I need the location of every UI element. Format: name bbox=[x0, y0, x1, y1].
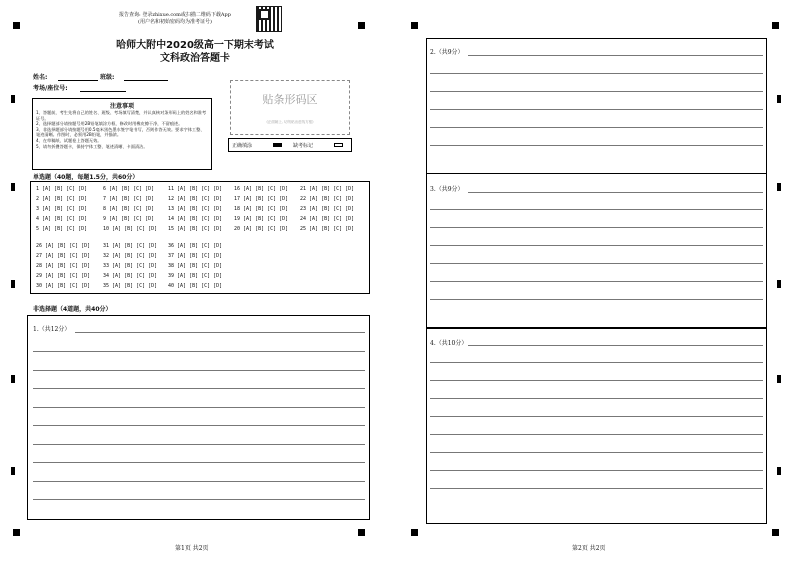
class-field[interactable] bbox=[124, 80, 168, 81]
notes-list bbox=[33, 110, 211, 149]
answer-line[interactable] bbox=[33, 462, 365, 463]
exam-seat-field[interactable] bbox=[80, 91, 126, 92]
mc-question-2[interactable]: 2 [A] [B] [C] [D] bbox=[36, 196, 88, 202]
answer-line[interactable] bbox=[430, 91, 763, 92]
note-item: 1、答题前，考生先将自己的姓名、班级、考场填写清楚，并认真核对条形码上的姓名和准考证号。 bbox=[36, 110, 207, 121]
barcode-note: (正面朝上, 切勿贴出虚线方框) bbox=[266, 120, 314, 124]
timing-mark bbox=[777, 375, 781, 383]
answer-line[interactable] bbox=[430, 109, 763, 110]
corner-mark-tl bbox=[13, 22, 20, 29]
name-label: 姓名: bbox=[33, 74, 48, 81]
answer-line[interactable] bbox=[430, 263, 763, 264]
answer-line[interactable] bbox=[33, 351, 365, 352]
barcode-label: 贴条形码区 bbox=[262, 93, 318, 106]
answer-line[interactable] bbox=[430, 245, 763, 246]
mc-question-20[interactable]: 20 [A] [B] [C] [D] bbox=[234, 226, 289, 232]
answer-line[interactable] bbox=[430, 470, 763, 471]
corner-mark-br-left bbox=[358, 529, 365, 536]
mc-question-3[interactable]: 3 [A] [B] [C] [D] bbox=[36, 206, 88, 212]
mc-question-35[interactable]: 35 [A] [B] [C] [D] bbox=[103, 283, 158, 289]
answer-line[interactable] bbox=[430, 488, 763, 489]
timing-mark bbox=[777, 95, 781, 103]
answer-line[interactable] bbox=[430, 452, 763, 453]
footer-page1: 第1页 共2页 bbox=[175, 545, 209, 552]
report-notice bbox=[100, 12, 250, 26]
corner-mark-bl-right bbox=[411, 529, 418, 536]
page-title bbox=[80, 39, 310, 65]
answer-line[interactable] bbox=[33, 444, 365, 445]
corner-mark-bl bbox=[13, 529, 20, 536]
mc-question-36[interactable]: 36 [A] [B] [C] [D] bbox=[168, 243, 223, 249]
mc-question-8[interactable]: 8 [A] [B] [C] [D] bbox=[103, 206, 155, 212]
answer-line[interactable] bbox=[430, 398, 763, 399]
answer-line[interactable] bbox=[430, 281, 763, 282]
answer-line[interactable] bbox=[430, 227, 763, 228]
footer-page2: 第2页 共2页 bbox=[572, 545, 606, 552]
qr-code-icon bbox=[256, 6, 282, 32]
mc-question-13[interactable]: 13 [A] [B] [C] [D] bbox=[168, 206, 223, 212]
q4-label: 4.（共10分） bbox=[430, 340, 468, 347]
corner-mark-tl-right bbox=[411, 22, 418, 29]
notice-line2: (用户名和初始密码均为准考证号) bbox=[138, 19, 212, 25]
title-line1: 哈师大附中2020级高一下期末考试 bbox=[116, 40, 274, 51]
absent-checkbox[interactable] bbox=[334, 143, 343, 147]
note-item: 5、请勿折叠答题卡，保持字体工整、笔迹清晰、卡面清洁。 bbox=[36, 143, 148, 149]
mc-question-24[interactable]: 24 [A] [B] [C] [D] bbox=[300, 216, 355, 222]
answer-line[interactable] bbox=[430, 73, 763, 74]
mc-question-26[interactable]: 26 [A] [B] [C] [D] bbox=[36, 243, 91, 249]
q2-label: 2.（共9分） bbox=[430, 49, 464, 56]
barcode-area bbox=[230, 80, 350, 135]
mc-question-28[interactable]: 28 [A] [B] [C] [D] bbox=[36, 263, 91, 269]
answer-line[interactable] bbox=[430, 145, 763, 146]
notes-title: 注意事项 bbox=[109, 103, 134, 110]
note-item: 2、选择题部分请按题号用2B铅笔填涂方框，修改时用橡皮擦干净，不留痕迹。 bbox=[36, 121, 183, 127]
mc-question-16[interactable]: 16 [A] [B] [C] [D] bbox=[234, 186, 289, 192]
mc-question-40[interactable]: 40 [A] [B] [C] [D] bbox=[168, 283, 223, 289]
note-item: 4、在草稿纸、试题卷上答题无效。 bbox=[36, 137, 102, 143]
answer-line[interactable] bbox=[33, 425, 365, 426]
mc-question-21[interactable]: 21 [A] [B] [C] [D] bbox=[300, 186, 355, 192]
answer-line[interactable] bbox=[468, 192, 763, 193]
notice-line1: 报告查询: 登录zhixue.com或扫描二维码下载App bbox=[119, 12, 231, 18]
timing-mark bbox=[777, 280, 781, 288]
q3-answer-box[interactable] bbox=[426, 174, 767, 328]
answer-line[interactable] bbox=[430, 127, 763, 128]
corner-mark-br bbox=[772, 529, 779, 536]
answer-line[interactable] bbox=[430, 299, 763, 300]
mc-question-38[interactable]: 38 [A] [B] [C] [D] bbox=[168, 263, 223, 269]
mc-question-10[interactable]: 10 [A] [B] [C] [D] bbox=[103, 226, 158, 232]
answer-line[interactable] bbox=[33, 388, 365, 389]
mc-question-15[interactable]: 15 [A] [B] [C] [D] bbox=[168, 226, 223, 232]
mc-question-17[interactable]: 17 [A] [B] [C] [D] bbox=[234, 196, 289, 202]
mc-question-1[interactable]: 1 [A] [B] [C] [D] bbox=[36, 186, 88, 192]
answer-line[interactable] bbox=[33, 499, 365, 500]
timing-mark bbox=[11, 280, 15, 288]
mc-section-title: 单选题（40题，每题1.5分，共60分） bbox=[33, 174, 139, 181]
q1-label: 1.（共12分） bbox=[33, 326, 71, 333]
corner-mark-tr-left bbox=[358, 22, 365, 29]
note-item: 3、非选择题部分请按题号用0.5毫米黑色墨水签字笔书写，否则作答无效。要求字体工整、笔迹清晰。作图时，必须用2B铅笔，并描浓。 bbox=[36, 126, 205, 138]
mc-question-39[interactable]: 39 [A] [B] [C] [D] bbox=[168, 273, 223, 279]
mc-question-34[interactable]: 34 [A] [B] [C] [D] bbox=[103, 273, 158, 279]
title-line2: 文科政治答题卡 bbox=[160, 53, 230, 64]
notes-box bbox=[32, 98, 212, 170]
mc-question-30[interactable]: 30 [A] [B] [C] [D] bbox=[36, 283, 91, 289]
correct-fill-label: 正确填涂 bbox=[232, 143, 253, 149]
q2-answer-box[interactable] bbox=[426, 38, 767, 174]
timing-mark bbox=[11, 375, 15, 383]
timing-mark bbox=[11, 95, 15, 103]
mc-question-32[interactable]: 32 [A] [B] [C] [D] bbox=[103, 253, 158, 259]
timing-mark bbox=[777, 467, 781, 475]
answer-line[interactable] bbox=[430, 209, 763, 210]
mc-question-14[interactable]: 14 [A] [B] [C] [D] bbox=[168, 216, 223, 222]
mc-question-9[interactable]: 9 [A] [B] [C] [D] bbox=[103, 216, 155, 222]
q3-label: 3.（共9分） bbox=[430, 186, 464, 193]
answer-line[interactable] bbox=[75, 332, 365, 333]
answer-line[interactable] bbox=[430, 416, 763, 417]
answer-line[interactable] bbox=[430, 434, 763, 435]
open-section-title: 非选择题（4道题，共40分） bbox=[33, 306, 112, 313]
mc-question-37[interactable]: 37 [A] [B] [C] [D] bbox=[168, 253, 223, 259]
mc-question-27[interactable]: 27 [A] [B] [C] [D] bbox=[36, 253, 91, 259]
mc-question-29[interactable]: 29 [A] [B] [C] [D] bbox=[36, 273, 91, 279]
absent-label: 缺考标记 bbox=[293, 143, 314, 149]
fill-example-box bbox=[228, 138, 352, 152]
timing-mark bbox=[11, 467, 15, 475]
q4-answer-box[interactable] bbox=[426, 328, 767, 524]
class-label: 班级: bbox=[100, 74, 115, 81]
mc-question-22[interactable]: 22 [A] [B] [C] [D] bbox=[300, 196, 355, 202]
answer-line[interactable] bbox=[430, 380, 763, 381]
mc-question-12[interactable]: 12 [A] [B] [C] [D] bbox=[168, 196, 223, 202]
mc-question-11[interactable]: 11 [A] [B] [C] [D] bbox=[168, 186, 223, 192]
q1-answer-box bbox=[27, 315, 370, 520]
mc-question-25[interactable]: 25 [A] [B] [C] [D] bbox=[300, 226, 355, 232]
answer-line[interactable] bbox=[33, 481, 365, 482]
mc-question-6[interactable]: 6 [A] [B] [C] [D] bbox=[103, 186, 155, 192]
mc-question-7[interactable]: 7 [A] [B] [C] [D] bbox=[103, 196, 155, 202]
mc-question-33[interactable]: 33 [A] [B] [C] [D] bbox=[103, 263, 158, 269]
correct-fill-mark bbox=[273, 143, 282, 147]
exam-seat-label: 考场/座位号: bbox=[33, 85, 68, 92]
answer-line[interactable] bbox=[468, 345, 763, 346]
name-field[interactable] bbox=[58, 80, 98, 81]
mc-question-19[interactable]: 19 [A] [B] [C] [D] bbox=[234, 216, 289, 222]
answer-line[interactable] bbox=[33, 407, 365, 408]
corner-mark-tr bbox=[772, 22, 779, 29]
answer-line[interactable] bbox=[468, 55, 763, 56]
answer-line[interactable] bbox=[430, 362, 763, 363]
mc-question-4[interactable]: 4 [A] [B] [C] [D] bbox=[36, 216, 88, 222]
timing-mark bbox=[777, 183, 781, 191]
mc-question-23[interactable]: 23 [A] [B] [C] [D] bbox=[300, 206, 355, 212]
mc-question-31[interactable]: 31 [A] [B] [C] [D] bbox=[103, 243, 158, 249]
timing-mark bbox=[11, 183, 15, 191]
mc-question-18[interactable]: 18 [A] [B] [C] [D] bbox=[234, 206, 289, 212]
answer-line[interactable] bbox=[33, 370, 365, 371]
mc-question-5[interactable]: 5 [A] [B] [C] [D] bbox=[36, 226, 88, 232]
